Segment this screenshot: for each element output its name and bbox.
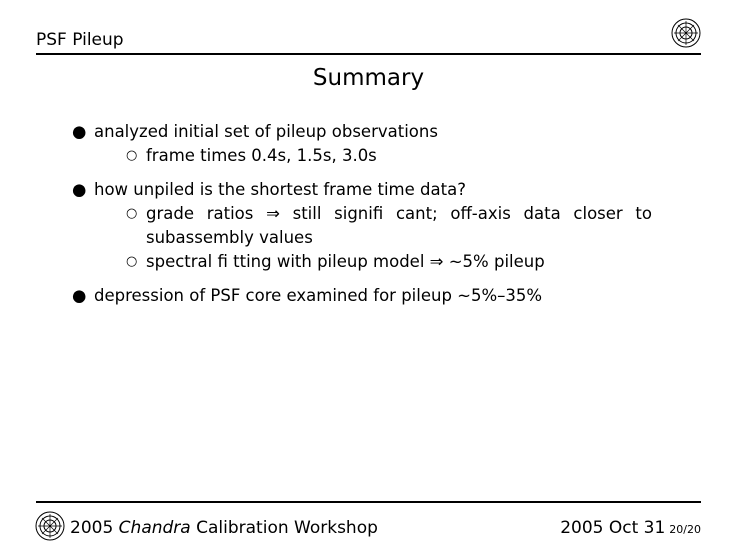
slide-title: Summary [312,65,425,91]
header-rule [36,53,701,55]
sub-bullet-text: grade ratios ⇒ still signifi cant; off-axis data closer to [146,204,652,223]
circle-bullet-icon: ○ [126,206,138,221]
header-title: PSF Pileup [36,30,124,50]
footer-date-page [560,518,701,538]
chandra-logo-icon [34,510,66,542]
footer-date: 2005 Oct 31 [560,518,666,538]
bullet-dot-icon: ● [72,286,87,305]
circle-bullet-icon: ○ [126,148,138,163]
sub-bullet-item [94,144,652,168]
bullet-text: analyzed initial set of pileup observations [94,122,438,141]
chandra-logo-icon [670,17,702,49]
footer-event: Calibration Workshop [196,518,378,538]
footer-mission: Chandra [118,518,191,538]
page-number: 20/20 [669,523,701,536]
bullet-dot-icon: ● [72,180,87,199]
sub-bullet-text: spectral fi tting with pileup model ⇒ ∼5% pileup [146,252,545,271]
bullet-item [72,120,652,168]
sub-bullet-text: subassembly values [146,228,313,247]
sub-bullet-text: frame times 0.4s, 1.5s, 3.0s [146,146,377,165]
bullet-text: how unpiled is the shortest frame time data? [94,180,466,199]
footer-workshop [70,518,378,538]
bullet-list [72,120,652,317]
sub-bullet-item [94,250,652,274]
circle-bullet-icon: ○ [126,254,138,269]
bullet-dot-icon: ● [72,122,87,141]
bullet-item [72,284,652,307]
bullet-text: depression of PSF core examined for pileup ∼5%–35% [94,286,543,305]
bullet-item [72,178,652,274]
footer-year: 2005 [70,518,114,538]
sub-bullet-continuation [94,226,652,250]
footer-rule [36,501,701,503]
sub-bullet-item [94,202,652,226]
